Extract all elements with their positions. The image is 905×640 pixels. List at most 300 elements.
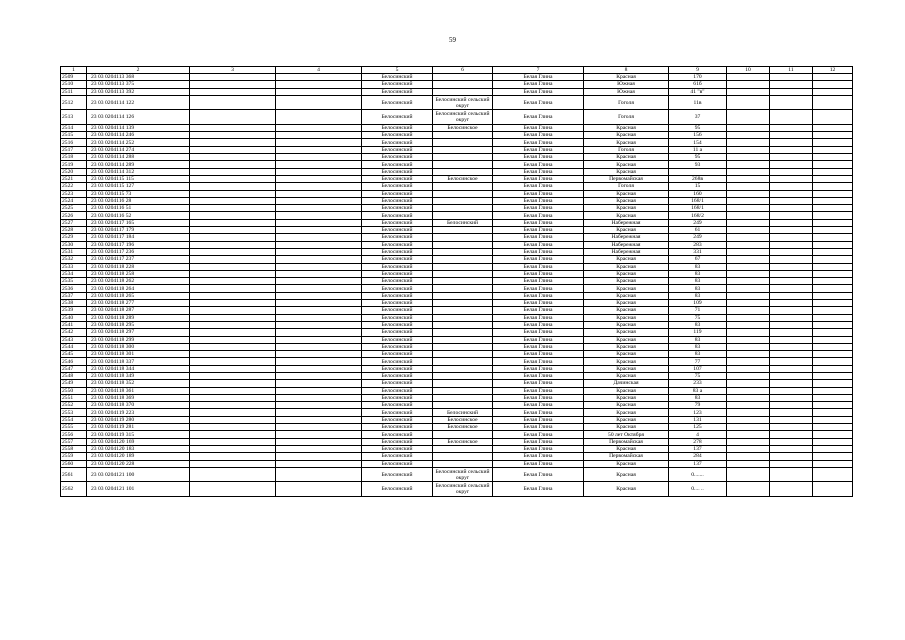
row-number-cell: 2527 [61,219,87,226]
locality-cell: Белая Глина [493,343,584,350]
table-row [61,205,853,212]
district-cell: Белосинский [362,190,433,197]
table-header [61,67,853,74]
settlement-cell [433,197,493,204]
house-number-cell: 125 [669,424,727,431]
street-cell: Красная [584,154,669,161]
col-10-cell [727,300,770,307]
col-10-cell [727,431,770,438]
column-header: 11 [770,67,813,74]
street-cell: Красная [584,343,669,350]
col-3-cell [190,95,276,110]
street-cell: Красная [584,424,669,431]
house-number-cell: 0.... .. [669,482,727,497]
table-row [61,139,853,146]
col-12-cell [813,234,853,241]
settlement-cell [433,445,493,452]
col-12-cell [813,190,853,197]
settlement-cell [433,292,493,299]
street-cell: Дачинская [584,380,669,387]
table-row [61,307,853,314]
row-number-cell: 2561 [61,467,87,482]
house-number-cell: 79 [669,402,727,409]
street-cell: Набережная [584,248,669,255]
cadastral-number-cell: 23 03 0204117 236 [87,248,190,255]
row-number-cell: 2512 [61,95,87,110]
row-number-cell: 2526 [61,212,87,219]
locality-cell: Белая Глина [493,256,584,263]
locality-cell: Белая Глина [493,285,584,292]
house-number-cell: 0....... [669,467,727,482]
col-10-cell [727,445,770,452]
district-cell: Белосинский [362,351,433,358]
col-11-cell [770,445,813,452]
district-cell: Белосинский [362,467,433,482]
cadastral-number-cell: 23 03 0204118 349 [87,372,190,379]
locality-cell: Белая Глина [493,467,584,482]
street-cell: Гоголя [584,95,669,110]
table-row [61,453,853,460]
col-10-cell [727,292,770,299]
district-cell: Белосинский [362,321,433,328]
col-3-cell [190,124,276,131]
col-3-cell [190,81,276,88]
col-11-cell [770,161,813,168]
row-number-cell: 2555 [61,424,87,431]
row-number-cell: 2551 [61,394,87,401]
col-4-cell [276,263,362,270]
locality-cell: Белая Глина [493,416,584,423]
col-3-cell [190,314,276,321]
row-number-cell: 2556 [61,431,87,438]
settlement-cell [433,358,493,365]
cadastral-number-cell: 23 03 0204118 352 [87,380,190,387]
house-number-cell: 168/1 [669,197,727,204]
house-number-cell: 137 [669,460,727,467]
street-cell: Южная [584,88,669,95]
column-header: 10 [727,67,770,74]
settlement-cell: Белосинское [433,416,493,423]
col-12-cell [813,256,853,263]
col-12-cell [813,358,853,365]
col-3-cell [190,307,276,314]
locality-cell: Белая Глина [493,95,584,110]
col-11-cell [770,212,813,219]
locality-cell: Белая Глина [493,365,584,372]
column-header: 5 [362,67,433,74]
house-number-cell: 61б [669,81,727,88]
column-header: 1 [61,67,87,74]
col-12-cell [813,336,853,343]
col-11-cell [770,416,813,423]
col-10-cell [727,168,770,175]
locality-cell: Белая Глина [493,110,584,125]
table-row [61,380,853,387]
row-number-cell: 2545 [61,351,87,358]
col-3-cell [190,372,276,379]
cadastral-number-cell: 23 03 0204116 28 [87,197,190,204]
col-12-cell [813,227,853,234]
col-11-cell [770,183,813,190]
col-10-cell [727,139,770,146]
col-4-cell [276,241,362,248]
street-cell: Красная [584,372,669,379]
settlement-cell: Белосинский сельский округ [433,110,493,125]
col-12-cell [813,183,853,190]
col-3-cell [190,227,276,234]
cadastral-number-cell: 23 03 0204113 392 [87,88,190,95]
col-12-cell [813,95,853,110]
house-number-cell: 109 [669,300,727,307]
col-4-cell [276,110,362,125]
locality-cell: Белая Глина [493,74,584,81]
table-row [61,292,853,299]
col-10-cell [727,197,770,204]
locality-cell: Белая Глина [493,336,584,343]
street-cell: Красная [584,445,669,452]
col-4-cell [276,394,362,401]
cadastral-number-cell: 23 03 0204120 228 [87,460,190,467]
col-10-cell [727,95,770,110]
col-11-cell [770,460,813,467]
table-row [61,343,853,350]
table-row [61,95,853,110]
settlement-cell: Белосинский сельский округ [433,95,493,110]
col-3-cell [190,321,276,328]
cadastral-number-cell: 23 03 0204116 51 [87,205,190,212]
cadastral-number-cell: 23 03 0204118 295 [87,321,190,328]
cadastral-number-cell: 23 03 0204118 300 [87,343,190,350]
district-cell: Белосинский [362,88,433,95]
table-row [61,372,853,379]
district-cell: Белосинский [362,424,433,431]
col-12-cell [813,132,853,139]
col-11-cell [770,168,813,175]
col-11-cell [770,467,813,482]
locality-cell: Белая Глина [493,88,584,95]
settlement-cell [433,314,493,321]
street-cell: Набережная [584,219,669,226]
header-row [61,67,853,74]
settlement-cell [433,351,493,358]
col-3-cell [190,380,276,387]
house-number-cell: 83 [669,321,727,328]
col-12-cell [813,212,853,219]
house-number-cell: 249 [669,219,727,226]
row-number-cell: 2531 [61,248,87,255]
col-4-cell [276,358,362,365]
col-3-cell [190,256,276,263]
house-number-cell: 41 "в" [669,88,727,95]
col-3-cell [190,146,276,153]
col-3-cell [190,394,276,401]
house-number-cell: 168/1 [669,205,727,212]
row-number-cell: 2529 [61,234,87,241]
col-10-cell [727,74,770,81]
cadastral-number-cell: 23 03 0204118 289 [87,314,190,321]
col-11-cell [770,424,813,431]
table-row [61,212,853,219]
house-number-cell: 75 [669,372,727,379]
cadastral-number-cell: 23 03 0204117 196 [87,241,190,248]
settlement-cell: Белосинское [433,438,493,445]
row-number-cell: 2543 [61,336,87,343]
col-10-cell [727,248,770,255]
row-number-cell: 2535 [61,278,87,285]
col-3-cell [190,409,276,416]
street-cell: Красная [584,467,669,482]
col-3-cell [190,453,276,460]
settlement-cell [433,241,493,248]
cadastral-number-cell: 23 03 0204118 228 [87,263,190,270]
col-10-cell [727,205,770,212]
col-3-cell [190,460,276,467]
col-12-cell [813,263,853,270]
locality-cell: Белая Глина [493,380,584,387]
district-cell: Белосинский [362,95,433,110]
col-4-cell [276,183,362,190]
district-cell: Белосинский [362,307,433,314]
col-3-cell [190,431,276,438]
col-12-cell [813,482,853,497]
district-cell: Белосинский [362,431,433,438]
col-4-cell [276,329,362,336]
col-4-cell [276,300,362,307]
cadastral-number-cell: 23 03 0204114 126 [87,110,190,125]
col-11-cell [770,110,813,125]
street-cell: Набережная [584,234,669,241]
locality-cell: Белая Глина [493,278,584,285]
col-10-cell [727,183,770,190]
street-cell: Гоголя [584,146,669,153]
street-cell: Красная [584,387,669,394]
col-12-cell [813,74,853,81]
row-number-cell: 2532 [61,256,87,263]
col-3-cell [190,241,276,248]
row-number-cell: 2548 [61,372,87,379]
col-12-cell [813,146,853,153]
district-cell: Белосинский [362,241,433,248]
table-row [61,438,853,445]
col-4-cell [276,212,362,219]
col-3-cell [190,74,276,81]
cadastral-number-cell: 23 03 0204115 115 [87,175,190,182]
locality-cell: Белая Глина [493,358,584,365]
row-number-cell: 2524 [61,197,87,204]
district-cell: Белосинский [362,416,433,423]
table-row [61,416,853,423]
row-number-cell: 2521 [61,175,87,182]
district-cell: Белосинский [362,197,433,204]
street-cell: Красная [584,292,669,299]
row-number-cell: 2536 [61,285,87,292]
row-number-cell: 2517 [61,146,87,153]
col-10-cell [727,190,770,197]
col-3-cell [190,234,276,241]
col-11-cell [770,175,813,182]
col-12-cell [813,402,853,409]
col-11-cell [770,74,813,81]
col-3-cell [190,154,276,161]
row-number-cell: 2519 [61,161,87,168]
settlement-cell [433,278,493,285]
col-3-cell [190,387,276,394]
locality-cell: Белая Глина [493,329,584,336]
col-4-cell [276,453,362,460]
col-3-cell [190,365,276,372]
col-3-cell [190,110,276,125]
row-number-cell: 2528 [61,227,87,234]
district-cell: Белосинский [362,212,433,219]
col-10-cell [727,132,770,139]
column-header: 8 [584,67,669,74]
col-10-cell [727,394,770,401]
col-12-cell [813,81,853,88]
col-4-cell [276,416,362,423]
col-12-cell [813,205,853,212]
col-11-cell [770,329,813,336]
street-cell: Первомайская [584,175,669,182]
table-row [61,278,853,285]
row-number-cell: 2554 [61,416,87,423]
house-number-cell: 95 [669,124,727,131]
settlement-cell: Белосинский [433,219,493,226]
locality-cell: Белая Глина [493,445,584,452]
col-3-cell [190,132,276,139]
col-3-cell [190,329,276,336]
locality-cell: Белая Глина [493,219,584,226]
col-12-cell [813,380,853,387]
col-10-cell [727,321,770,328]
house-number-cell: 83 [669,292,727,299]
house-number-cell: 278 [669,438,727,445]
row-number-cell: 2530 [61,241,87,248]
district-cell: Белосинский [362,278,433,285]
district-cell: Белосинский [362,365,433,372]
col-3-cell [190,139,276,146]
district-cell: Белосинский [362,183,433,190]
house-number-cell: 83 [669,394,727,401]
col-4-cell [276,219,362,226]
street-cell: Красная [584,416,669,423]
house-number-cell: 168/2 [669,212,727,219]
table-row [61,431,853,438]
street-cell: Красная [584,168,669,175]
cadastral-number-cell: 23 03 0204120 169 [87,438,190,445]
col-11-cell [770,380,813,387]
house-number-cell: 249 [669,234,727,241]
col-4-cell [276,270,362,277]
col-3-cell [190,285,276,292]
col-12-cell [813,124,853,131]
col-12-cell [813,219,853,226]
col-11-cell [770,307,813,314]
table-row [61,467,853,482]
street-cell: Красная [584,314,669,321]
column-header: 4 [276,67,362,74]
col-3-cell [190,300,276,307]
house-number-cell: 37 [669,110,727,125]
table-row [61,88,853,95]
col-12-cell [813,300,853,307]
col-10-cell [727,124,770,131]
col-4-cell [276,372,362,379]
street-cell: Красная [584,358,669,365]
col-11-cell [770,146,813,153]
table-row [61,74,853,81]
col-3-cell [190,183,276,190]
district-cell: Белосинский [362,263,433,270]
col-11-cell [770,241,813,248]
settlement-cell [433,227,493,234]
street-cell: Красная [584,263,669,270]
settlement-cell [433,380,493,387]
col-10-cell [727,460,770,467]
col-4-cell [276,256,362,263]
col-10-cell [727,278,770,285]
col-3-cell [190,424,276,431]
table-row [61,81,853,88]
col-3-cell [190,168,276,175]
col-11-cell [770,270,813,277]
house-number-cell: 123 [669,409,727,416]
street-cell: Красная [584,482,669,497]
col-4-cell [276,161,362,168]
street-cell: Красная [584,212,669,219]
table-row [61,387,853,394]
district-cell: Белосинский [362,292,433,299]
cadastral-number-cell: 23 03 0204115 73 [87,190,190,197]
house-number-cell: 61 [669,227,727,234]
col-10-cell [727,314,770,321]
col-12-cell [813,248,853,255]
house-number-cell: 83 [669,270,727,277]
col-11-cell [770,365,813,372]
house-number-cell: 131 [669,416,727,423]
col-4-cell [276,409,362,416]
house-number-cell: 160 [669,190,727,197]
table-row [61,132,853,139]
settlement-cell [433,248,493,255]
col-11-cell [770,409,813,416]
table-row [61,321,853,328]
col-11-cell [770,88,813,95]
col-3-cell [190,197,276,204]
col-3-cell [190,248,276,255]
cadastral-number-cell: 23 03 0204118 262 [87,278,190,285]
col-3-cell [190,212,276,219]
street-cell: Первомайская [584,438,669,445]
settlement-cell [433,431,493,438]
col-11-cell [770,263,813,270]
table-row [61,300,853,307]
settlement-cell [433,212,493,219]
col-10-cell [727,438,770,445]
settlement-cell [433,146,493,153]
house-number-cell: 75 [669,314,727,321]
street-cell: Красная [584,409,669,416]
street-cell: Красная [584,124,669,131]
col-11-cell [770,278,813,285]
col-12-cell [813,278,853,285]
row-number-cell: 2550 [61,387,87,394]
cadastral-number-cell: 23 03 0204116 52 [87,212,190,219]
row-number-cell: 2549 [61,380,87,387]
row-number-cell: 2547 [61,365,87,372]
house-number-cell: 119 [669,329,727,336]
col-11-cell [770,372,813,379]
row-number-cell: 2516 [61,139,87,146]
